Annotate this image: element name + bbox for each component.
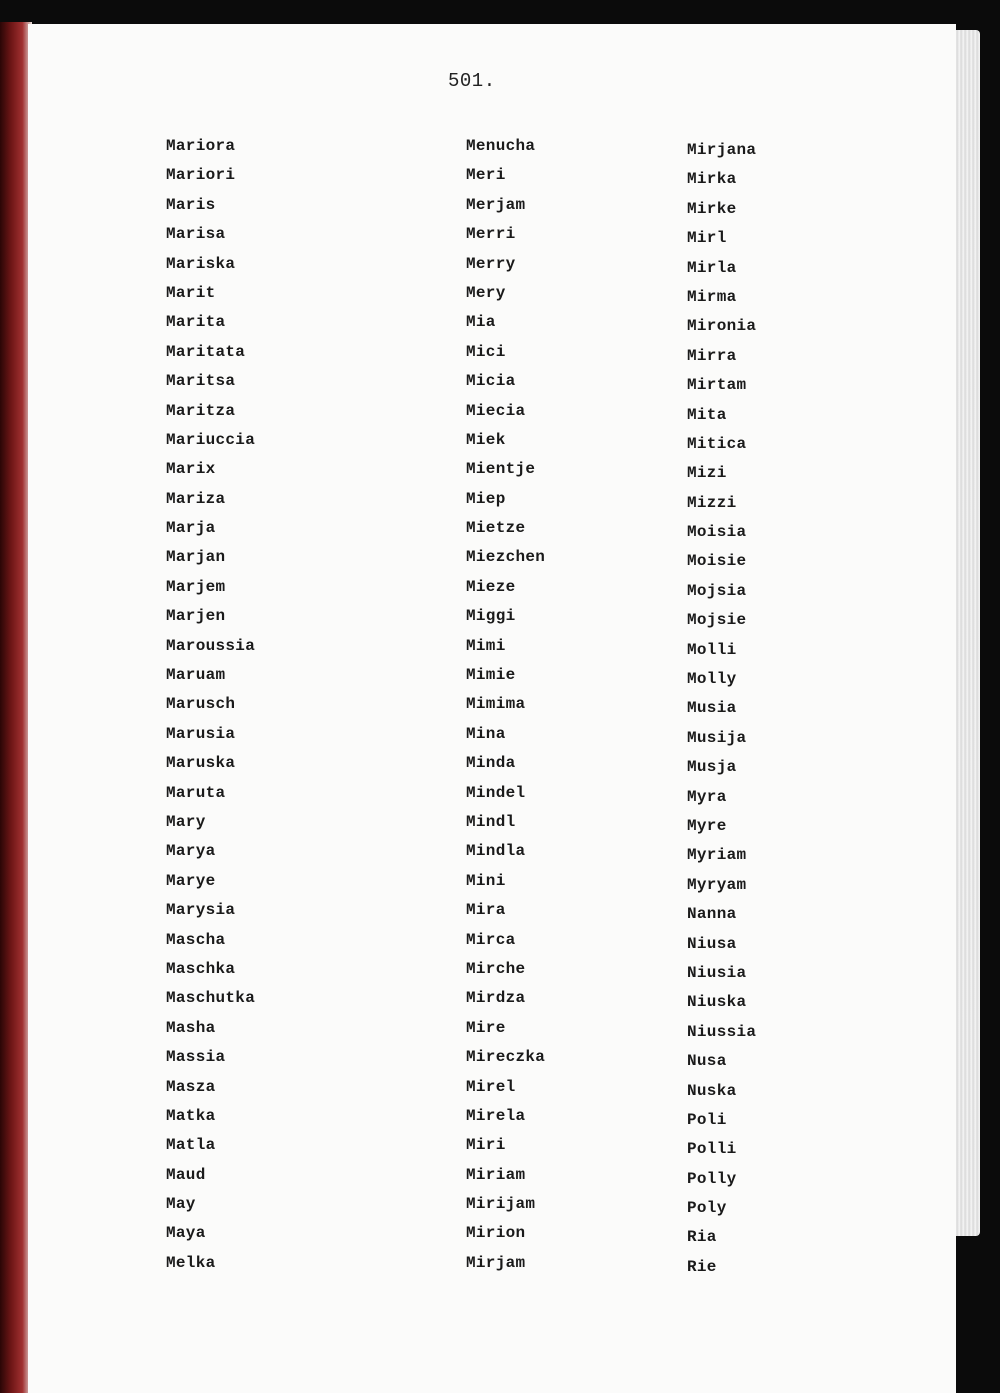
name-entry: Myryam <box>687 875 747 894</box>
name-entry: Minda <box>466 754 516 773</box>
name-column-1 <box>166 132 255 1278</box>
name-entry: Mirela <box>466 1106 526 1125</box>
name-entry: Mojsie <box>687 611 747 630</box>
name-entry: Massia <box>166 1048 226 1067</box>
name-entry: Mariza <box>166 489 226 508</box>
name-entry: Mirion <box>466 1224 526 1243</box>
name-entry: Musija <box>687 728 747 747</box>
name-entry: Miriam <box>466 1165 526 1184</box>
name-entry: Mimie <box>466 666 516 685</box>
name-entry: Niussia <box>687 1022 757 1041</box>
name-entry: Marita <box>166 313 226 332</box>
name-entry: Melka <box>166 1253 216 1272</box>
name-entry: Marya <box>166 842 216 861</box>
name-entry: Mariora <box>166 137 236 155</box>
name-entry: Mimima <box>466 695 526 714</box>
name-entry: Mizzi <box>687 493 737 512</box>
name-entry: Maruta <box>166 783 226 802</box>
name-entry: Maritza <box>166 401 236 420</box>
name-entry: Moisia <box>687 523 747 542</box>
name-entry: Mini <box>466 871 506 890</box>
name-entry: Mascha <box>166 930 226 949</box>
name-entry: Maritsa <box>166 372 236 391</box>
name-entry: Mietze <box>466 519 526 538</box>
name-entry: Mina <box>466 724 506 743</box>
name-entry: Nuska <box>687 1081 737 1100</box>
name-entry: Micia <box>466 372 516 391</box>
name-entry: Marjan <box>166 548 226 567</box>
name-entry: Mira <box>466 901 506 920</box>
name-entry: Poli <box>687 1110 727 1129</box>
name-entry: Niusa <box>687 934 737 953</box>
name-entry: Poly <box>687 1199 727 1218</box>
name-entry: Mirl <box>687 229 727 248</box>
name-entry: Maschutka <box>166 989 256 1008</box>
name-entry: May <box>166 1195 196 1214</box>
name-entry: Merri <box>466 225 516 244</box>
name-entry: Mironia <box>687 317 757 336</box>
name-entry: Mimi <box>466 636 506 655</box>
name-entry: Marisa <box>166 225 226 244</box>
name-entry: Polli <box>687 1140 737 1159</box>
name-entry: Marix <box>166 460 216 479</box>
name-entry: Maruam <box>166 666 226 685</box>
name-entry: Miecia <box>466 401 526 420</box>
name-entry: Maris <box>166 195 216 214</box>
name-entry: Maya <box>166 1224 206 1243</box>
name-entry: Mirel <box>466 1077 516 1096</box>
name-entry: Maroussia <box>166 636 256 655</box>
name-entry: Mireczka <box>466 1048 546 1067</box>
name-entry: Marja <box>166 519 216 538</box>
name-entry: Niuska <box>687 993 747 1012</box>
name-entry: Marjem <box>166 577 226 596</box>
name-entry: Marit <box>166 283 216 302</box>
name-entry: Miezchen <box>466 548 546 567</box>
name-entry: Merry <box>466 254 516 273</box>
name-entry: Marusch <box>166 695 236 714</box>
name-entry: Ria <box>687 1228 717 1247</box>
name-entry: Mirra <box>687 346 737 365</box>
name-entry: Masha <box>166 1018 216 1037</box>
name-entry: Myriam <box>687 846 747 865</box>
name-entry: Menucha <box>466 137 536 155</box>
name-entry: Myre <box>687 816 727 835</box>
name-entry: Mirka <box>687 170 737 189</box>
name-entry: Mirtam <box>687 376 747 395</box>
name-entry: Merjam <box>466 195 526 214</box>
name-entry: Mojsia <box>687 581 747 600</box>
name-entry: Mery <box>466 283 506 302</box>
name-entry: Mitica <box>687 434 747 453</box>
name-entry: Mita <box>687 405 727 424</box>
name-entry: Nusa <box>687 1052 727 1071</box>
name-entry: Maud <box>166 1165 206 1184</box>
name-entry: Mirma <box>687 287 737 306</box>
name-entry: Mici <box>466 342 506 361</box>
name-entry: Masza <box>166 1077 216 1096</box>
name-entry: Maschka <box>166 959 236 978</box>
name-column-3 <box>687 136 756 1282</box>
name-entry: Mariuccia <box>166 430 256 449</box>
name-entry: Marusia <box>166 724 236 743</box>
name-entry: Mariori <box>166 166 236 185</box>
name-entry: Mindla <box>466 842 526 861</box>
name-entry: Mizi <box>687 464 727 483</box>
name-entry: Miggi <box>466 607 516 626</box>
name-entry: Marjen <box>166 607 226 626</box>
name-entry: Mirca <box>466 930 516 949</box>
name-entry: Moisie <box>687 552 747 571</box>
name-entry: Molli <box>687 640 737 659</box>
name-entry: Mirche <box>466 959 526 978</box>
name-entry: Myra <box>687 787 727 806</box>
name-entry: Mirke <box>687 199 737 218</box>
name-entry: Mariska <box>166 254 236 273</box>
name-entry: Mirjana <box>687 141 757 159</box>
name-entry: Niusia <box>687 963 747 982</box>
name-entry: Mire <box>466 1018 506 1037</box>
name-entry: Marye <box>166 871 216 890</box>
name-entry: Musia <box>687 699 737 718</box>
name-entry: Miep <box>466 489 506 508</box>
name-entry: Mary <box>166 812 206 831</box>
name-entry: Matla <box>166 1136 216 1155</box>
name-entry: Miri <box>466 1136 506 1155</box>
name-entry: Molly <box>687 670 737 689</box>
name-entry: Maritata <box>166 342 246 361</box>
name-entry: Mieze <box>466 577 516 596</box>
name-entry: Mirdza <box>466 989 526 1008</box>
name-entry: Miek <box>466 430 506 449</box>
name-entry: Musja <box>687 758 737 777</box>
name-entry: Maruska <box>166 754 236 773</box>
page-number: 501. <box>448 70 496 92</box>
name-entry: Matka <box>166 1106 216 1125</box>
name-entry: Mirla <box>687 258 737 277</box>
name-entry: Mindl <box>466 812 516 831</box>
name-entry: Marysia <box>166 901 236 920</box>
name-entry: Mirijam <box>466 1195 536 1214</box>
name-entry: Nanna <box>687 905 737 924</box>
name-entry: Polly <box>687 1169 737 1188</box>
name-entry: Rie <box>687 1257 717 1276</box>
name-entry: Mientje <box>466 460 536 479</box>
name-column-2 <box>466 132 545 1278</box>
name-entry: Mindel <box>466 783 526 802</box>
name-entry: Mirjam <box>466 1253 526 1272</box>
name-entry: Mia <box>466 313 496 332</box>
name-entry: Meri <box>466 166 506 185</box>
